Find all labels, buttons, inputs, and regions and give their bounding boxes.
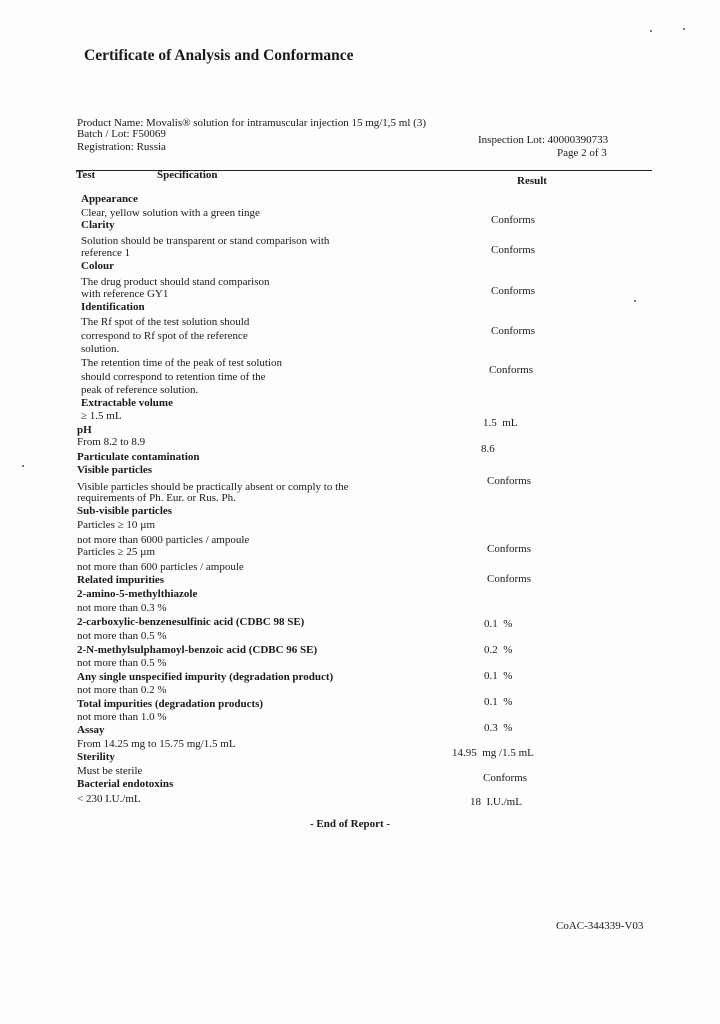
spec-text: not more than 6000 particles / ampoule xyxy=(77,534,250,546)
result-value: 0.1 % xyxy=(484,696,513,708)
test-name: Assay xyxy=(77,724,105,736)
scan-speck xyxy=(650,30,652,32)
spec-text: not more than 1.0 % xyxy=(77,711,167,723)
spec-text: reference 1 xyxy=(81,247,131,259)
test-name: Colour xyxy=(81,260,114,272)
spec-text: requirements of Ph. Eur. or Rus. Ph. xyxy=(77,492,236,504)
spec-text: not more than 600 particles / ampoule xyxy=(77,561,244,573)
spec-text: Must be sterile xyxy=(77,765,143,777)
test-name: Extractable volume xyxy=(81,397,173,409)
test-name: Particulate contamination xyxy=(77,451,200,463)
document-id: CoAC-344339-V03 xyxy=(556,920,644,932)
test-name: Any single unspecified impurity (degradation product) xyxy=(77,671,334,683)
column-result: Result xyxy=(517,175,547,187)
test-name: Appearance xyxy=(81,193,138,205)
document-title: Certificate of Analysis and Conformance xyxy=(84,47,354,64)
test-name: Visible particles xyxy=(77,464,153,476)
spec-text: Solution should be transparent or stand comparison with xyxy=(81,235,330,247)
result-value: Conforms xyxy=(491,244,535,256)
spec-text: Particles ≥ 10 µm xyxy=(77,519,156,531)
scan-speck xyxy=(683,28,685,30)
test-name: Identification xyxy=(81,301,145,313)
spec-text: not more than 0.3 % xyxy=(77,602,167,614)
result-value: 0.1 % xyxy=(484,618,513,630)
test-name: Total impurities (degradation products) xyxy=(77,698,264,710)
result-value: Conforms xyxy=(487,475,531,487)
test-name: 2-carboxylic-benzenesulfinic acid (CDBC 98 SE) xyxy=(77,616,305,628)
scan-speck xyxy=(634,300,636,302)
result-value: Conforms xyxy=(491,285,535,297)
spec-text: The retention time of the peak of test solution xyxy=(81,357,283,369)
test-name: 2-amino-5-methylthiazole xyxy=(77,588,198,600)
test-name: Bacterial endotoxins xyxy=(77,778,174,790)
spec-text: peak of reference solution. xyxy=(81,384,199,396)
spec-text: Visible particles should be practically absent or comply to the xyxy=(77,481,349,493)
result-value: 14.95 mg /1.5 mL xyxy=(452,747,534,759)
test-name: Clarity xyxy=(81,219,115,231)
result-value: 0.3 % xyxy=(484,722,513,734)
spec-text: The Rf spot of the test solution should xyxy=(81,316,250,328)
spec-text: not more than 0.5 % xyxy=(77,630,167,642)
product-name: Product Name: Movalis® solution for intramuscular injection 15 mg/1,5 ml (3) xyxy=(77,117,426,129)
column-specification: Specification xyxy=(157,169,218,181)
test-name: pH xyxy=(77,424,92,436)
spec-text: < 230 I.U./mL xyxy=(77,793,141,805)
result-value: 1.5 mL xyxy=(483,417,518,429)
scan-speck xyxy=(22,465,24,467)
result-value: Conforms xyxy=(483,772,527,784)
spec-text: not more than 0.5 % xyxy=(77,657,167,669)
spec-text: should correspond to retention time of the xyxy=(81,371,266,383)
test-name: Sterility xyxy=(77,751,115,763)
spec-text: correspond to Rf spot of the reference xyxy=(81,330,248,342)
spec-text: The drug product should stand comparison xyxy=(81,276,270,288)
spec-text: Particles ≥ 25 µm xyxy=(77,546,156,558)
test-name: Related impurities xyxy=(77,574,165,586)
column-test: Test xyxy=(76,169,96,181)
result-value: Conforms xyxy=(489,364,533,376)
spec-text: From 14.25 mg to 15.75 mg/1.5 mL xyxy=(77,738,236,750)
inspection-lot: Inspection Lot: 40000390733 xyxy=(478,134,609,146)
spec-text: Clear, yellow solution with a green tinge xyxy=(81,207,260,219)
result-value: Conforms xyxy=(491,325,535,337)
end-of-report: - End of Report - xyxy=(310,818,391,830)
result-value: 18 I.U./mL xyxy=(470,796,522,808)
result-value: 0.2 % xyxy=(484,644,513,656)
spec-text: solution. xyxy=(81,343,120,355)
result-value: Conforms xyxy=(487,573,531,585)
spec-text: not more than 0.2 % xyxy=(77,684,167,696)
spec-text: with reference GY1 xyxy=(81,288,169,300)
spec-text: From 8.2 to 8.9 xyxy=(77,436,146,448)
test-name: 2-N-methylsulphamoyl-benzoic acid (CDBC 96 SE) xyxy=(77,644,318,656)
batch-lot: Batch / Lot: F50069 xyxy=(77,128,166,140)
registration: Registration: Russia xyxy=(77,141,166,153)
test-name: Sub-visible particles xyxy=(77,505,173,517)
result-value: 8.6 xyxy=(481,443,495,455)
spec-text: ≥ 1.5 mL xyxy=(81,410,122,422)
result-value: Conforms xyxy=(491,214,535,226)
result-value: Conforms xyxy=(487,543,531,555)
result-value: 0.1 % xyxy=(484,670,513,682)
page-number: Page 2 of 3 xyxy=(557,147,607,159)
